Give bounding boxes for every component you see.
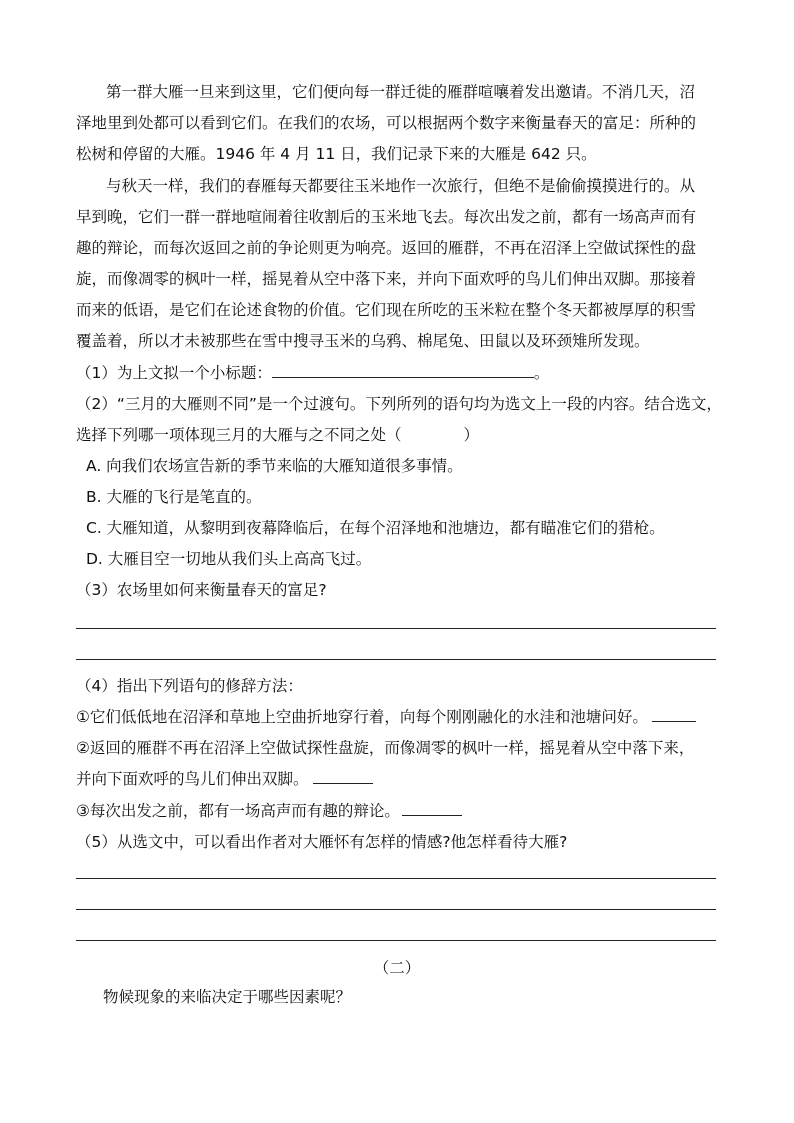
question-1-answer-blank[interactable] xyxy=(272,363,534,378)
question-5: （5）从选文中，可以看出作者对大雁怀有怎样的情感?他怎样看待大雁? xyxy=(76,833,568,851)
option-b: B. 大雁的飞行是笔直的。 xyxy=(86,488,262,506)
passage-p2-line-3: 趣的辩论，而每次返回之前的争论则更为响亮。返回的雁群，不再在沼泽上空做试探性的盘 xyxy=(76,239,697,257)
passage-p2-line-4: 旋，而像凋零的枫叶一样，摇晃着从空中落下来，并向下面欢呼的鸟儿们伸出双脚。那接着 xyxy=(76,270,697,288)
option-c: C. 大雁知道，从黎明到夜幕降临后，在每个沼泽地和池塘边，都有瞄准它们的猎枪。 xyxy=(86,519,665,537)
passage-p1-line-1: 第一群大雁一旦来到这里，它们便向每一群迁徙的雁群喧嚷着发出邀请。不消几天，沼 xyxy=(106,83,696,101)
question-2-stem: 选择下列哪一项体现三月的大雁与之不同之处（ xyxy=(76,426,402,444)
passage-p1-line-3: 松树和停留的大雁。1946 年 4 月 11 日，我们记录下来的大雁是 642 只。 xyxy=(76,145,597,163)
question-4-item-3 xyxy=(76,801,462,821)
answer-line-q3-1[interactable] xyxy=(76,628,716,629)
section-2-intro: 物候现象的来临决定于哪些因素呢？ xyxy=(103,988,352,1006)
option-a: A. 向我们农场宣告新的季节来临的大雁知道很多事情。 xyxy=(86,457,463,475)
answer-line-q3-2[interactable] xyxy=(76,659,716,660)
answer-line-q5-3[interactable] xyxy=(76,940,716,941)
question-4: （4）指出下列语句的修辞方法： xyxy=(76,677,303,695)
question-4-item-2-text: 并向下面欢呼的鸟儿们伸出双脚。 xyxy=(76,770,309,788)
question-2-close-paren: ） xyxy=(463,426,480,444)
question-4-item-1 xyxy=(76,707,696,727)
passage-p1-line-2: 泽地里到处都可以看到它们。在我们的农场，可以根据两个数字来衡量春天的富足：所种的 xyxy=(76,114,697,132)
question-1-period: 。 xyxy=(533,364,550,382)
answer-line-q5-2[interactable] xyxy=(76,909,716,910)
question-2-line-1: （2）“三月的大雁则不同”是一个过渡句。下列所列的语句均为选文上一段的内容。结合选文， xyxy=(76,395,722,413)
question-4-item-2-blank[interactable] xyxy=(313,769,373,784)
passage-p2-line-1: 与秋天一样，我们的春雁每天都要往玉米地作一次旅行，但绝不是偷偷摸摸进行的。从 xyxy=(106,177,696,195)
question-4-item-2-line-2 xyxy=(76,769,373,789)
section-2-heading: （二） xyxy=(373,959,421,977)
passage-p2-line-6: 覆盖着，所以才未被那些在雪中搜寻玉米的乌鸦、棉尾兔、田鼠以及环颈雉所发现。 xyxy=(76,332,650,350)
question-4-item-1-text: ①它们低低地在沼泽和草地上空曲折地穿行着，向每个刚刚融化的水洼和池塘问好。 xyxy=(76,708,648,726)
question-1-text: （1）为上文拟一个小标题： xyxy=(76,364,272,382)
question-4-item-2-line-1: ②返回的雁群不再在沼泽上空做试探性盘旋，而像凋零的枫叶一样，摇晃着从空中落下来， xyxy=(76,739,695,757)
passage-p2-line-2: 早到晚，它们一群一群地喧闹着往收割后的玉米地飞去。每次出发之前，都有一场高声而有 xyxy=(76,208,697,226)
question-3: （3）农场里如何来衡量春天的富足? xyxy=(76,581,327,599)
question-1 xyxy=(76,363,549,383)
passage-p2-line-5: 而来的低语，是它们在论述食物的价值。它们现在所吃的玉米粒在整个冬天都被厚厚的积雪 xyxy=(76,301,697,319)
option-d: D. 大雁目空一切地从我们头上高高飞过。 xyxy=(86,550,372,568)
question-4-item-3-text: ③每次出发之前，都有一场高声而有趣的辩论。 xyxy=(76,802,400,820)
question-2-line-2 xyxy=(76,425,479,445)
answer-line-q5-1[interactable] xyxy=(76,878,716,879)
question-4-item-1-blank[interactable] xyxy=(652,707,696,722)
question-4-item-3-blank[interactable] xyxy=(402,801,462,816)
